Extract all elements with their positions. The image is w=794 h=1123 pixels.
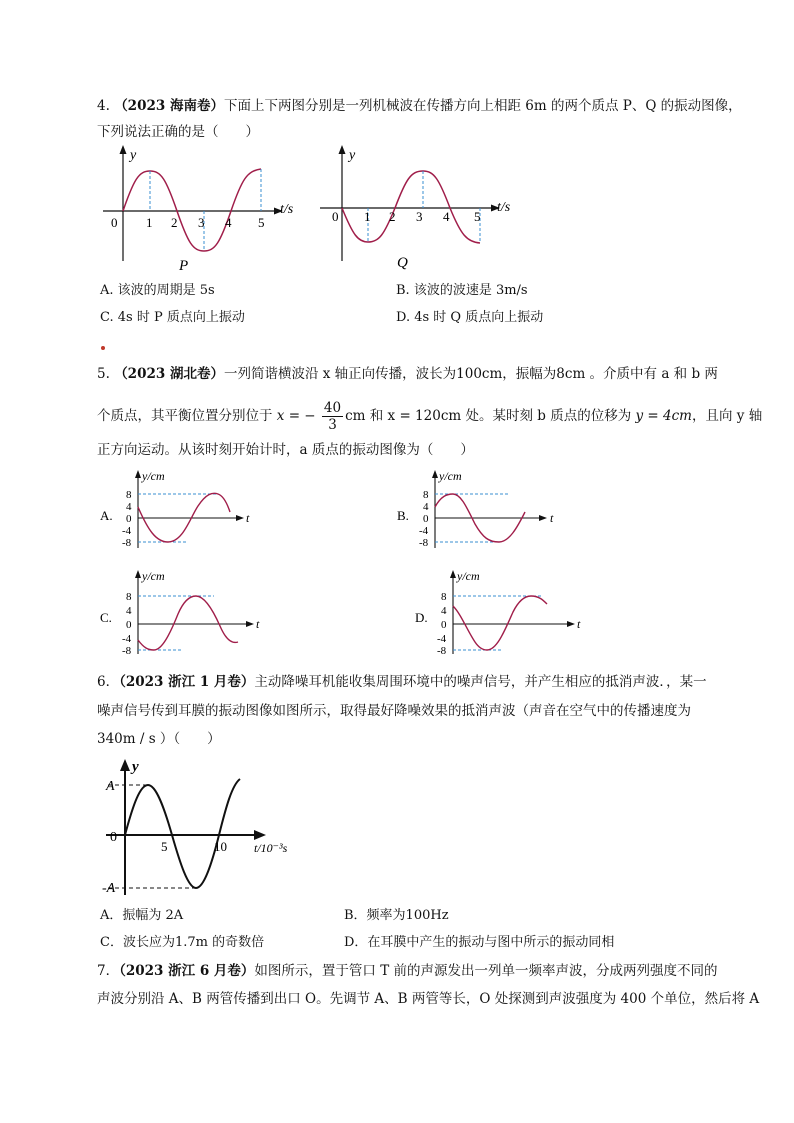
q5-graph-d[interactable] [413,568,588,660]
svg-text:0: 0 [441,619,447,631]
q5-text1: 一列简谐横波沿 x 轴正向传播，波长为100cm，振幅为8cm 。介质中有 a 和 b 两 [223,366,718,382]
caption-q: Q [397,255,408,271]
t-label: t/s [280,202,294,217]
q4-line2: 下列说法正确的是（ ） [97,124,259,140]
svg-text:4: 4 [126,501,132,513]
q4-graph-q [312,143,522,273]
q5-line2 [97,400,762,434]
y-label: y [130,148,137,163]
svg-text:0: 0 [423,513,429,525]
label-b: B. [397,508,409,523]
amp-pos-label: A [106,779,115,794]
q7-line2: 声波分别沿 A、B 两管传播到出口 O。先调节 A、B 两管等长，O 处探测到声波强度为 400 个单位，然后将 A [97,991,760,1007]
y-label: y [132,759,139,775]
q7-source: （2023 浙江 6 月卷） [119,963,255,979]
q5-line1 [97,364,718,384]
t-label: t [577,617,581,631]
q4-source: （2023 海南卷） [114,98,224,114]
tick-0: 0 [332,209,339,224]
svg-text:0: 0 [126,513,132,525]
q6-option-b[interactable]: B．频率为100Hz [344,908,449,923]
svg-text:-8: -8 [122,537,132,549]
y-label: y/cm [142,469,165,483]
q7-line1 [97,961,718,981]
q5-frac-num: 40 [323,400,342,416]
t-label: t [256,617,260,631]
amp-neg-label: -A [102,881,116,896]
caption-p: P [179,258,189,273]
origin-label: 0 [110,830,117,845]
svg-text:8: 8 [423,489,429,501]
svg-text:0: 0 [126,619,132,631]
q4-option-d[interactable]: D. 4s 时 Q 质点向上振动 [396,310,544,325]
tick-1: 1 [146,215,153,230]
q4-option-b[interactable]: B. 该波的波速是 3m/s [396,283,528,298]
q6-number: 6． [97,674,120,690]
q5-text2c: ，且向 y 轴 [692,408,763,424]
label-c: C. [100,610,112,625]
q5-x-eq: x = − [276,408,316,424]
q4-graph-p [95,143,310,273]
q5-graph-b[interactable] [395,468,570,553]
q4-option-a[interactable]: A. 该波的周期是 5s [100,283,215,298]
tick-2: 2 [389,209,396,224]
q5-text2b: cm 和 x = 120cm 处。某时刻 b 质点的位移为 [345,408,632,424]
y-label: y/cm [439,469,462,483]
tick-2: 2 [171,215,178,230]
tick-3: 3 [416,209,423,224]
q5-frac-den: 3 [328,417,337,433]
q4-text1: 下面上下两图分别是一列机械波在传播方向上相距 6m 的两个质点 P、Q 的振动图像， [223,98,742,114]
svg-text:4: 4 [126,605,132,617]
q5-number: 5. [97,366,110,382]
svg-text:-4: -4 [122,633,132,645]
svg-text:-8: -8 [419,537,429,549]
tick-5: 5 [474,209,481,224]
q6-line3: 340m / s ）（ ） [97,731,221,747]
q6-graph [98,755,298,900]
q7-text1: 如图所示，置于管口 T 前的声源发出一列单一频率声波，分成两列强度不同的 [254,963,718,979]
tick-5: 5 [161,839,168,854]
svg-text:-8: -8 [122,645,132,657]
q6-source: （2023 浙江 1 月卷） [119,674,255,690]
svg-text:-4: -4 [419,525,429,537]
q4-number: 4. [97,98,110,114]
q7-number: 7． [97,963,120,979]
t-label: t/s [497,200,511,215]
tick-0: 0 [111,215,118,230]
q4-line1 [97,96,742,116]
label-a: A. [100,508,113,523]
tick-1: 1 [364,209,371,224]
q5-text2a: 个质点，其平衡位置分别位于 [97,408,273,424]
q6-option-a[interactable]: A．振幅为 2A [100,908,184,923]
tick-10: 10 [214,839,227,854]
tick-5: 5 [258,215,265,230]
q5-source: （2023 湖北卷） [114,366,224,382]
tick-3: 3 [198,215,205,230]
y-label: y/cm [457,569,480,583]
q5-line3: 正方向运动。从该时刻开始计时，a 质点的振动图像为（ ） [97,442,474,458]
label-d: D. [415,610,428,625]
q5-graph-c[interactable] [98,568,273,660]
svg-text:-4: -4 [122,525,132,537]
red-dot-mark [101,346,105,350]
q5-graph-a[interactable] [98,468,273,553]
q6-option-d[interactable]: D．在耳膜中产生的振动与图中所示的振动同相 [344,935,615,950]
svg-text:-4: -4 [437,633,447,645]
q6-option-c[interactable]: C．波长应为1.7m 的奇数倍 [100,935,265,950]
q6-text1: 主动降噪耳机能收集周围环境中的噪声信号，并产生相应的抵消声波．，某一 [254,674,707,690]
y-label: y/cm [142,569,165,583]
q6-line2: 噪声信号传到耳膜的振动图像如图所示，取得最好降噪效果的抵消声波（声音在空气中的传播速度为 [97,703,691,719]
svg-text:-8: -8 [437,645,447,657]
q5-fraction [322,400,343,433]
svg-text:4: 4 [441,605,447,617]
tick-4: 4 [225,215,232,230]
q6-line1 [97,672,707,692]
wave-curve [342,171,480,243]
t-label: t/10⁻³s [254,841,288,855]
y-label: y [349,148,356,163]
svg-text:8: 8 [126,591,132,603]
t-label: t [246,511,250,525]
tick-4: 4 [443,209,450,224]
svg-text:4: 4 [423,501,429,513]
t-label: t [550,511,554,525]
q4-option-c[interactable]: C. 4s 时 P 质点向上振动 [100,310,245,325]
q5-y-eq: y = 4cm [635,408,692,424]
wave-curve [123,169,261,251]
svg-text:8: 8 [126,489,132,501]
svg-text:8: 8 [441,591,447,603]
